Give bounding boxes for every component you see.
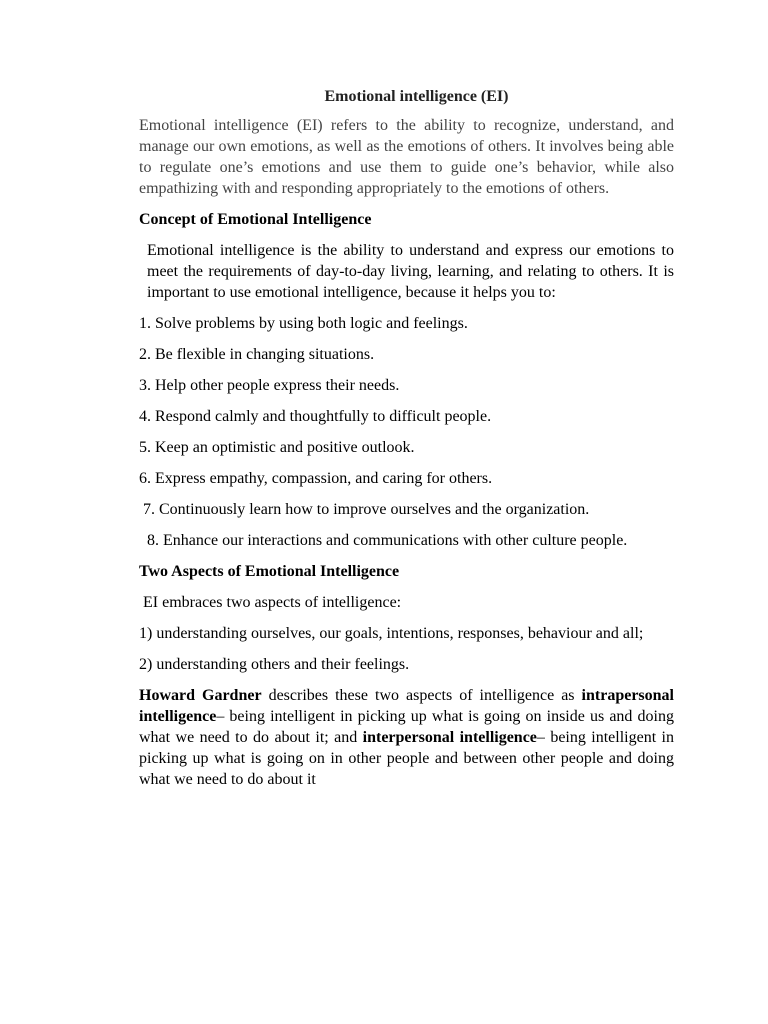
concept-paragraph: Emotional intelligence is the ability to understand and express our emotions to meet the requirements of day-to-day living, learning, and relating to others. It is important to use emotional intelligence, because it helps you to: bbox=[147, 242, 674, 301]
section-heading-aspects: Two Aspects of Emotional Intelligence bbox=[139, 563, 400, 580]
list-item: 7. Continuously learn how to improve ourselves and the organization. bbox=[143, 501, 590, 518]
aspect-item: 2) understanding others and their feelings. bbox=[139, 656, 410, 673]
gardner-text-2: – being intelligent in picking up what is going on inside us and doing what we need to do about it; and bbox=[139, 708, 674, 746]
gardner-paragraph bbox=[139, 685, 674, 790]
gardner-text-1: describes these two aspects of intelligence as bbox=[261, 687, 582, 704]
list-item: 5. Keep an optimistic and positive outlook. bbox=[139, 439, 415, 456]
gardner-name: Howard Gardner bbox=[139, 687, 262, 704]
list-item: 4. Respond calmly and thoughtfully to difficult people. bbox=[139, 408, 492, 425]
list-item: 6. Express empathy, compassion, and caring for others. bbox=[139, 470, 493, 487]
interpersonal-term: interpersonal intelligence bbox=[362, 729, 537, 746]
gardner-text-3: – being intelligent in picking up what is going on in other people and between other people and doing what we need to do about it bbox=[139, 729, 674, 788]
section-heading-concept: Concept of Emotional Intelligence bbox=[139, 211, 372, 228]
list-item: 2. Be flexible in changing situations. bbox=[139, 346, 375, 363]
list-item: 3. Help other people express their needs. bbox=[139, 377, 400, 394]
intrapersonal-term: intrapersonal intelligence bbox=[139, 687, 674, 725]
document-title: Emotional intelligence (EI) bbox=[324, 88, 509, 105]
aspects-lead: EI embraces two aspects of intelligence: bbox=[143, 594, 402, 611]
list-item: 1. Solve problems by using both logic and feelings. bbox=[139, 315, 468, 332]
document-page bbox=[139, 86, 674, 800]
aspect-item: 1) understanding ourselves, our goals, intentions, responses, behaviour and all; bbox=[139, 625, 644, 642]
list-item: 8. Enhance our interactions and communications with other culture people. bbox=[147, 532, 628, 549]
intro-paragraph: Emotional intelligence (EI) refers to the ability to recognize, understand, and manage our own emotions, as well as the emotions of others. It involves being able to regulate one’s emotions and use them to guide one’s behavior, while also empathizing with and responding appropriately to the emotions of others. bbox=[139, 117, 674, 197]
